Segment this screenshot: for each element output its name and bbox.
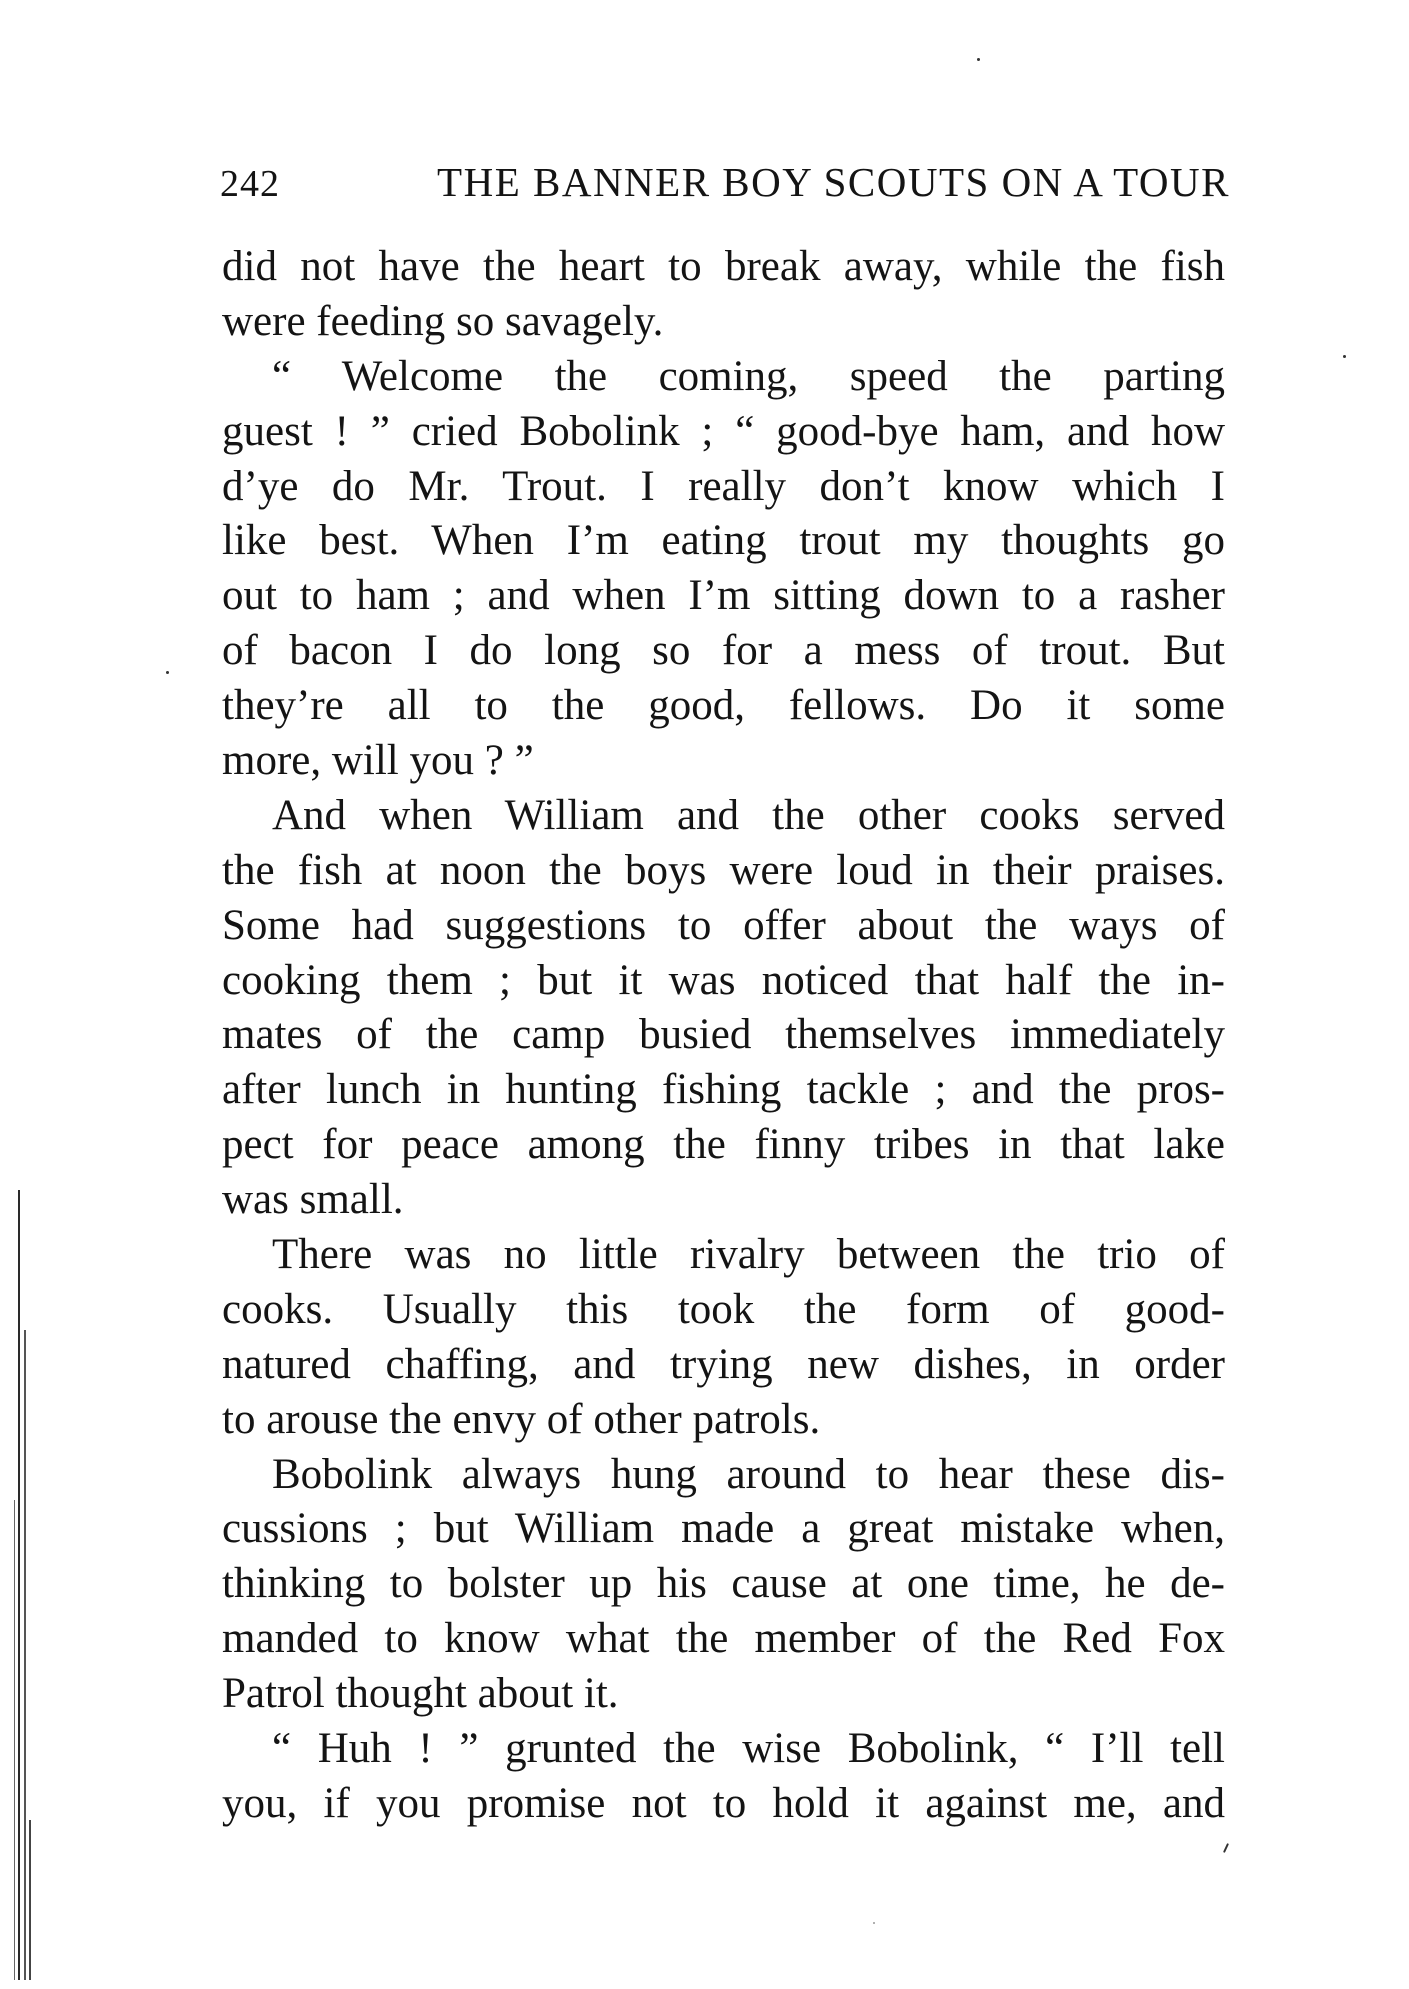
page-number: 242 xyxy=(220,163,280,205)
text-line: pect for peace among the finny tribes in that lake xyxy=(222,1121,1225,1169)
binding-edge-line xyxy=(24,1330,26,1980)
speck xyxy=(873,1922,875,1924)
text-line: they’re all to the good, fellows. Do it some xyxy=(222,682,1225,730)
speck xyxy=(1343,355,1346,358)
speck xyxy=(1223,1843,1229,1853)
speck xyxy=(977,58,980,61)
text-line: of bacon I do long so for a mess of trout. But xyxy=(222,627,1225,675)
text-line: were feeding so savagely. xyxy=(222,297,664,345)
text-line: guest ! ” cried Bobolink ; “ good-bye ham, and how xyxy=(222,407,1225,455)
text-line: There was no little rivalry between the trio of xyxy=(272,1231,1225,1279)
text-line: cooks. Usually this took the form of good- xyxy=(222,1285,1225,1333)
text-line: you, if you promise not to hold it against me, and xyxy=(222,1779,1225,1827)
binding-edge-line xyxy=(29,1820,31,1980)
text-line: mates of the camp busied themselves immediately xyxy=(222,1011,1225,1059)
text-line: manded to know what the member of the Red Fox xyxy=(222,1615,1225,1663)
text-line: d’ye do Mr. Trout. I really don’t know which I xyxy=(222,462,1225,510)
running-header xyxy=(220,158,1230,218)
text-line: was small. xyxy=(222,1176,404,1224)
text-line: the fish at noon the boys were loud in their praises. xyxy=(222,846,1225,894)
text-line: cooking them ; but it was noticed that half the in- xyxy=(222,956,1225,1004)
text-line: more, will you ? ” xyxy=(222,737,534,785)
running-title: THE BANNER BOY SCOUTS ON A TOUR xyxy=(437,159,1230,205)
text-line: Bobolink always hung around to hear these dis- xyxy=(272,1450,1225,1498)
text-line: did not have the heart to break away, while the fish xyxy=(222,243,1225,290)
binding-edge-line xyxy=(14,1500,15,1980)
text-line: Patrol thought about it. xyxy=(222,1670,619,1718)
text-line: cussions ; but William made a great mistake when, xyxy=(222,1505,1225,1553)
body-text xyxy=(222,240,1225,1832)
binding-edge-line xyxy=(18,1190,20,1980)
text-line: Some had suggestions to offer about the ways of xyxy=(222,901,1225,949)
text-line: like best. When I’m eating trout my thoughts go xyxy=(222,517,1225,565)
text-line: thinking to bolster up his cause at one time, he de- xyxy=(222,1560,1225,1608)
text-line: after lunch in hunting fishing tackle ; and the pros- xyxy=(222,1066,1225,1114)
text-line: to arouse the envy of other patrols. xyxy=(222,1395,821,1443)
text-line: “ Welcome the coming, speed the parting xyxy=(272,352,1225,400)
text-line: And when William and the other cooks served xyxy=(272,791,1225,839)
text-line: natured chaffing, and trying new dishes, in order xyxy=(222,1340,1225,1388)
text-line: out to ham ; and when I’m sitting down to a rasher xyxy=(222,572,1225,620)
text-line: “ Huh ! ” grunted the wise Bobolink, “ I’ll tell xyxy=(272,1725,1225,1773)
speck xyxy=(166,671,169,674)
